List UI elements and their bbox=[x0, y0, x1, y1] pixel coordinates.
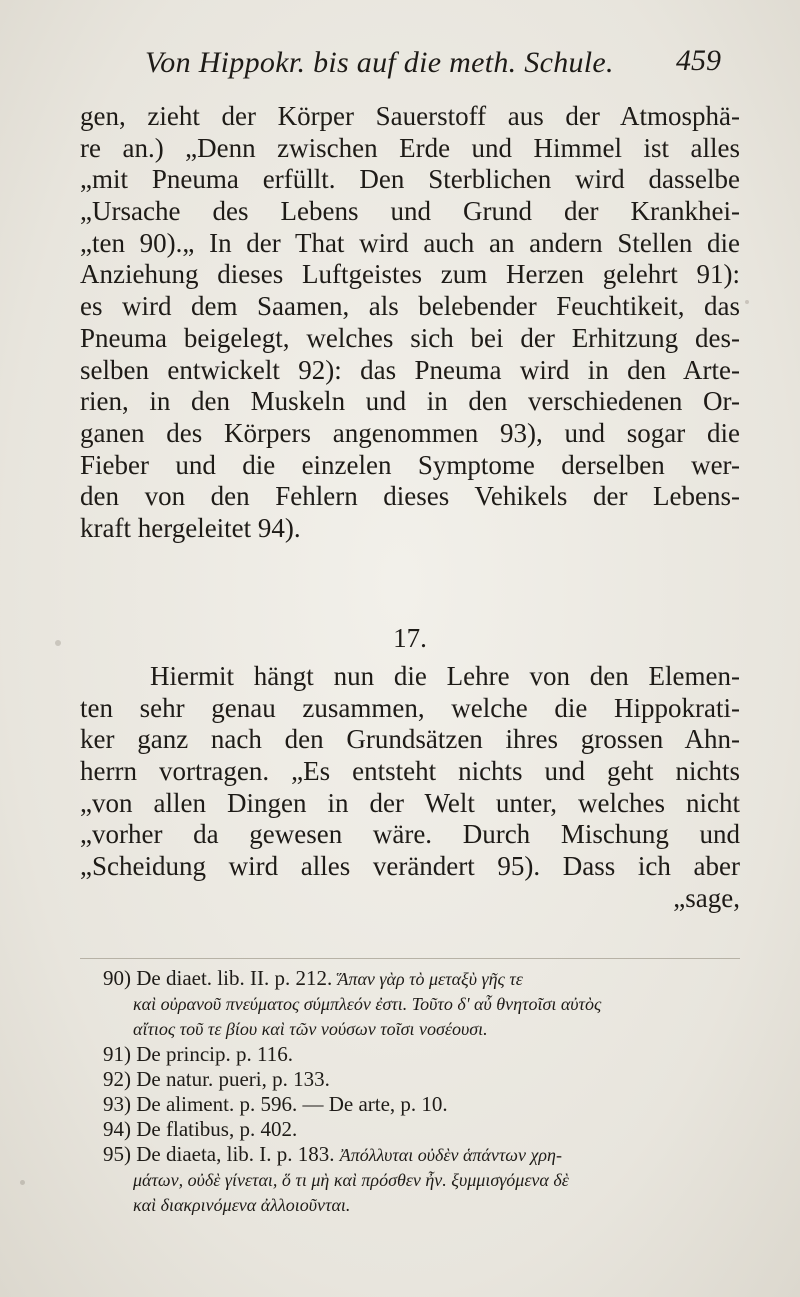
footnote-reference: De princip. p. 116. bbox=[136, 1042, 293, 1066]
footnote-95 bbox=[103, 1142, 743, 1218]
text-line: „von allen Dingen in der Welt unter, welches nicht bbox=[80, 787, 740, 818]
footnotes bbox=[103, 966, 743, 1218]
footnote-94 bbox=[103, 1117, 743, 1142]
text-line: „mit Pneuma erfüllt. Den Sterblichen wird dasselbe bbox=[80, 164, 740, 195]
footnote-number: 92) bbox=[103, 1067, 131, 1091]
footnote-reference: De natur. pueri, p. 133. bbox=[136, 1067, 330, 1091]
footnote-rule bbox=[80, 958, 740, 959]
footnote-91 bbox=[103, 1042, 743, 1067]
footnote-number: 91) bbox=[103, 1042, 131, 1066]
greek-quote: Ἀπόλλυται οὐδὲν ἁπάντων χρη- bbox=[339, 1145, 562, 1165]
catchword: „sage, bbox=[673, 882, 740, 913]
text-line: gen, zieht der Körper Sauerstoff aus der Atmosphä- bbox=[80, 101, 740, 131]
greek-quote: αἴτιος τοῦ τε βίου καὶ τῶν νούσων τοῖσι νοσέουσι. bbox=[133, 1019, 488, 1039]
text-line: re an.) „Denn zwischen Erde und Himmel ist alles bbox=[80, 132, 740, 163]
text-line: Hiermit hängt nun die Lehre von den Elemen- bbox=[150, 661, 740, 691]
footnote-reference: De diaet. lib. II. p. 212. bbox=[136, 966, 333, 990]
text-line: den von den Fehlern dieses Vehikels der Lebens- bbox=[80, 481, 740, 512]
footnote-reference: De diaeta, lib. I. p. 183. bbox=[136, 1142, 335, 1166]
greek-quote: Ἅπαν γὰρ τὸ μεταξὺ γῆς τε bbox=[337, 969, 523, 989]
text-line: ganen des Körpers angenommen 93), und sogar die bbox=[80, 417, 740, 448]
paragraph-1 bbox=[80, 101, 740, 545]
text-line: selben entwickelt 92): das Pneuma wird in den Arte- bbox=[80, 354, 740, 385]
paper-speck bbox=[745, 300, 749, 304]
greek-quote: καὶ οὐρανοῦ πνεύματος σύμπλεόν ἐστι. Τοῦτο δ' αὖ θνητοῖσι αὐτὸς bbox=[133, 994, 602, 1014]
footnote-reference: De flatibus, p. 402. bbox=[136, 1117, 298, 1141]
footnote-number: 90) bbox=[103, 966, 131, 990]
text-line: „ten 90).„ In der That wird auch an andern Stellen die bbox=[80, 227, 740, 258]
paper-speck bbox=[55, 640, 61, 646]
text-line: rien, in den Muskeln und in den verschiedenen Or- bbox=[80, 386, 740, 417]
footnote-93 bbox=[103, 1092, 743, 1117]
paper-speck bbox=[20, 1180, 25, 1185]
running-head: Von Hippokr. bis auf die meth. Schule. bbox=[145, 46, 614, 79]
text-line: kraft hergeleitet 94). bbox=[80, 512, 301, 543]
text-line: ten sehr genau zusammen, welche die Hippokrati- bbox=[80, 692, 740, 723]
greek-quote: καὶ διακρινόμενα ἀλλοιοῦνται. bbox=[133, 1195, 351, 1215]
page-number: 459 bbox=[676, 44, 721, 77]
text-line: es wird dem Saamen, als belebender Feuchtikeit, das bbox=[80, 291, 740, 322]
footnote-number: 95) bbox=[103, 1142, 131, 1166]
text-line: „vorher da gewesen wäre. Durch Mischung und bbox=[80, 819, 740, 850]
footnote-reference: De aliment. p. 596. — De arte, p. 10. bbox=[136, 1092, 448, 1116]
footnote-90 bbox=[103, 966, 743, 1042]
page-header bbox=[0, 38, 800, 88]
section-number: 17. bbox=[393, 623, 427, 653]
footnote-92 bbox=[103, 1067, 743, 1092]
greek-quote: μάτων, οὐδὲ γίνεται, ὅ τι μὴ καὶ πρόσθεν ἦν. ξυμμισγόμενα δὲ bbox=[133, 1170, 569, 1190]
footnote-number: 94) bbox=[103, 1117, 131, 1141]
footnote-number: 93) bbox=[103, 1092, 131, 1116]
text-line: ker ganz nach den Grundsätzen ihres grossen Ahn- bbox=[80, 724, 740, 755]
text-line: Fieber und die einzelen Symptome derselben wer- bbox=[80, 449, 740, 480]
text-line: „Ursache des Lebens und Grund der Krankhei- bbox=[80, 196, 740, 227]
text-line: „Scheidung wird alles verändert 95). Dass ich aber bbox=[80, 851, 740, 882]
paragraph-2 bbox=[80, 661, 740, 915]
text-line: Pneuma beigelegt, welches sich bei der Erhitzung des- bbox=[80, 322, 740, 353]
text-line: herrn vortragen. „Es entsteht nichts und geht nichts bbox=[80, 756, 740, 787]
text-line: Anziehung dieses Luftgeistes zum Herzen gelehrt 91): bbox=[80, 259, 740, 290]
